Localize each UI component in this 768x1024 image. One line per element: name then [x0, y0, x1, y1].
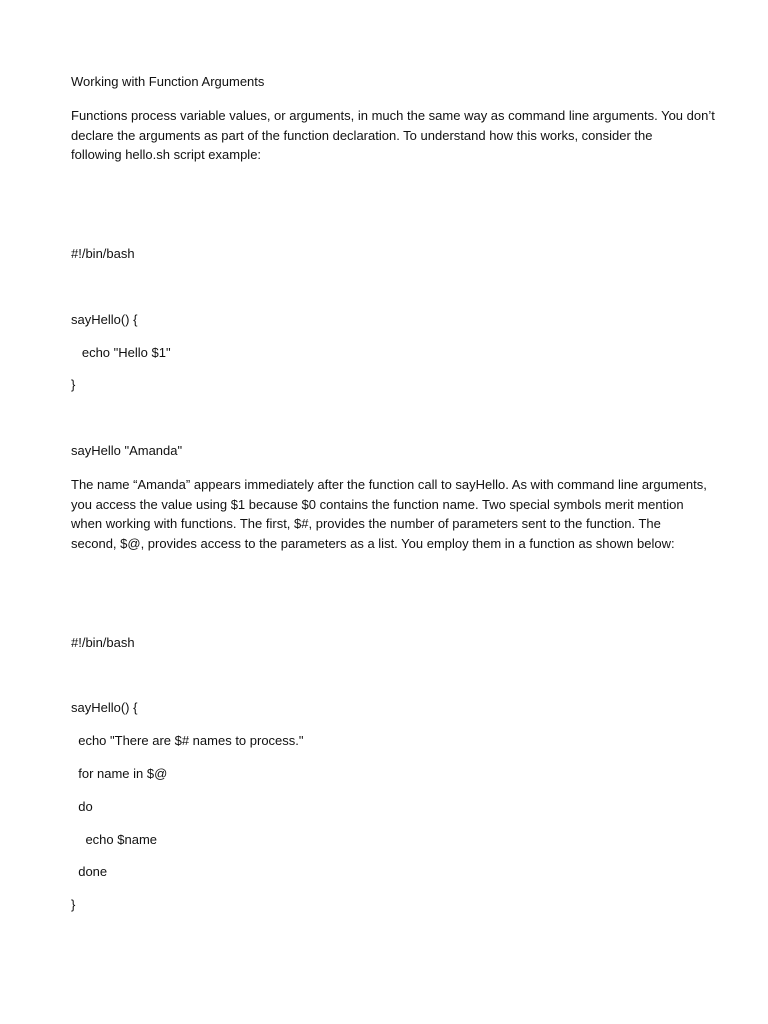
intro-line-2: declare the arguments as part of the function declaration. To understand how this works, consider the	[71, 127, 653, 143]
example2-do-line: do	[71, 799, 93, 814]
example2-function-open: sayHello() {	[71, 700, 138, 715]
example1-shebang: #!/bin/bash	[71, 246, 135, 261]
explanation-line-2: you access the value using $1 because $0 contains the function name. Two special symbols merit mention	[71, 496, 684, 512]
section-heading: Working with Function Arguments	[71, 74, 265, 89]
explanation-line-4: second, $@, provides access to the parameters as a list. You employ them in a function as shown below:	[71, 535, 675, 551]
example2-shebang: #!/bin/bash	[71, 635, 135, 650]
example1-echo-line: echo "Hello $1"	[71, 345, 171, 360]
example2-function-close: }	[71, 897, 76, 912]
intro-line-1: Functions process variable values, or arguments, in much the same way as command line arguments. You don’t	[71, 108, 715, 123]
example2-done-line: done	[71, 864, 108, 879]
explanation-paragraph	[71, 475, 707, 553]
example1-function-close: }	[71, 377, 76, 392]
example2-echo-count-line: echo "There are $# names to process."	[71, 733, 304, 748]
example2-for-line: for name in $@	[71, 766, 168, 781]
example1-function-call: sayHello "Amanda"	[71, 443, 183, 458]
example2-echo-name-line: echo $name	[71, 832, 157, 847]
explanation-line-3: when working with functions. The first, $#, provides the number of parameters sent to the function. The	[71, 516, 661, 531]
example1-function-open: sayHello() {	[71, 312, 138, 327]
intro-line-3: following hello.sh script example:	[71, 147, 262, 162]
intro-paragraph	[71, 106, 715, 165]
explanation-line-1: The name “Amanda” appears immediately after the function call to sayHello. As with command line arguments,	[71, 477, 707, 492]
